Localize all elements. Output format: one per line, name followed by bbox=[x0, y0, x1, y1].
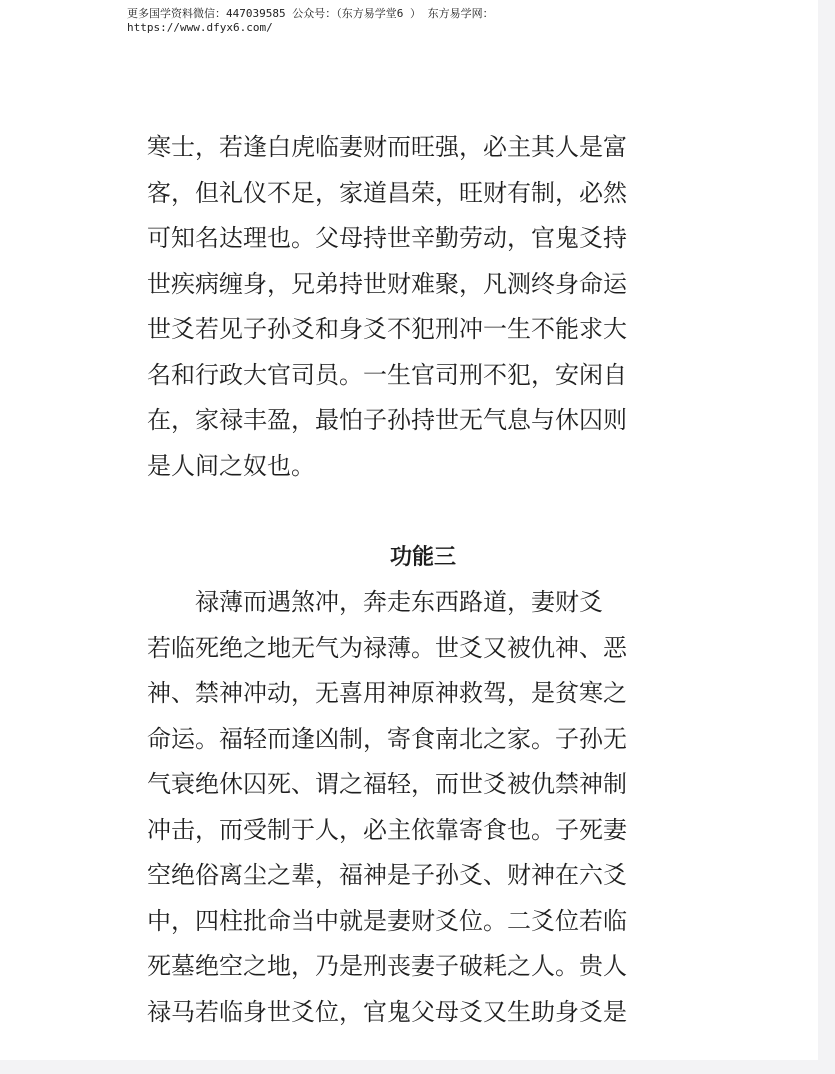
watermark-contact-line: 更多国学资料微信：447039585 公众号：（东方易学堂6 ） 东方易学网： bbox=[127, 7, 494, 20]
paragraph-1 bbox=[147, 125, 707, 489]
scrollbar-track[interactable] bbox=[818, 0, 835, 1074]
watermark-header bbox=[127, 7, 494, 35]
section-heading: 功能三 bbox=[389, 545, 456, 570]
text-line: 寒士，若逢白虎临妻财而旺强，必主其人是富 bbox=[147, 133, 627, 161]
text-line: 是人间之奴也。 bbox=[147, 451, 315, 480]
text-line: 命运。福轻而逢凶制，寄食南北之家。子孙无 bbox=[147, 724, 627, 753]
text-line: 冲击，而受制于人，必主依靠寄食也。子死妻 bbox=[147, 815, 627, 844]
text-line: 可知名达理也。父母持世辛勤劳动，官鬼爻持 bbox=[147, 224, 627, 252]
text-line: 中，四柱批命当中就是妻财爻位。二爻位若临 bbox=[147, 906, 627, 935]
text-line: 气衰绝休囚死、谓之福轻，而世爻被仇禁神制 bbox=[147, 770, 627, 798]
text-line: 世疾病缠身，兄弟持世财难聚，凡测终身命运 bbox=[147, 269, 627, 298]
text-line: 空绝俗离尘之辈，福神是子孙爻、财神在六爻 bbox=[147, 861, 627, 889]
text-line: 死墓绝空之地，乃是刑丧妻子破耗之人。贵人 bbox=[147, 952, 627, 980]
text-line: 若临死绝之地无气为禄薄。世爻又被仇神、恶 bbox=[147, 633, 627, 662]
text-line: 禄马若临身世爻位，官鬼父母爻又生助身爻是 bbox=[147, 997, 627, 1026]
text-line: 客，但礼仪不足，家道昌荣，旺财有制，必然 bbox=[147, 178, 627, 207]
watermark-url: https://www.dfyx6.com/ bbox=[127, 21, 273, 34]
text-line: 在，家禄丰盈，最怕子孙持世无气息与休囚则 bbox=[147, 406, 627, 434]
paragraph-2 bbox=[147, 580, 707, 1035]
text-line: 禄薄而遇煞冲，奔走东西路道，妻财爻 bbox=[147, 588, 603, 616]
text-line: 神、禁神冲动，无喜用神原神救驾，是贫寒之 bbox=[147, 679, 627, 707]
text-line: 名和行政大官司员。一生官司刑不犯，安闲自 bbox=[147, 360, 627, 389]
text-line: 世爻若见子孙爻和身爻不犯刑冲一生不能求大 bbox=[147, 315, 627, 343]
